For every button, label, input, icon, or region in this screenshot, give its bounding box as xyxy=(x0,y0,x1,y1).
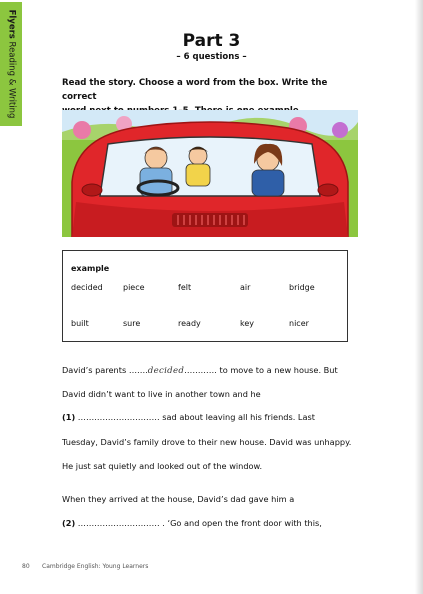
story-line-4: Tuesday, David’s family drove to their new house. David was unhappy. xyxy=(62,437,352,447)
word-nicer: nicer xyxy=(289,319,309,328)
word-built: built xyxy=(71,319,89,328)
instructions-line-1: Read the story. Choose a word from the box. Write the correct xyxy=(62,78,328,102)
example-answer: decided xyxy=(147,366,185,376)
question-1-text: ………………………… sad about leaving all his friends. Last xyxy=(75,412,315,422)
question-1-number: (1) xyxy=(62,412,76,422)
story-line-1-end: ………… to move to a new house. But xyxy=(184,365,338,375)
car-scene-svg xyxy=(62,110,358,237)
part-title: Part 3 xyxy=(182,31,241,51)
story-line-1 xyxy=(62,365,338,376)
story-line-7 xyxy=(62,518,322,528)
page-edge-shadow xyxy=(415,0,423,594)
car-family-illustration xyxy=(62,110,358,237)
story-line-2: David didn’t want to live in another town and he xyxy=(62,389,261,399)
word-felt: felt xyxy=(178,283,192,292)
story-line-1-start: David’s parents ……. xyxy=(62,365,148,375)
word-sure: sure xyxy=(123,319,141,328)
publisher-footer: Cambridge English: Young Learners xyxy=(42,563,149,570)
side-tab-label xyxy=(6,10,16,119)
story-line-5: He just sat quietly and looked out of the window. xyxy=(62,461,263,471)
word-piece: piece xyxy=(123,283,145,292)
word-key: key xyxy=(240,319,255,328)
word-decided: decided xyxy=(71,283,103,292)
section-side-tab xyxy=(0,2,22,126)
question-2-number: (2) xyxy=(62,518,76,528)
story-line-3 xyxy=(62,412,315,422)
word-bridge: bridge xyxy=(289,283,315,292)
word-box xyxy=(62,250,348,342)
story-line-6: When they arrived at the house, David’s dad gave him a xyxy=(62,494,295,504)
question-2-text: ………………………… . ‘Go and open the front door with this, xyxy=(75,518,322,528)
side-tab-bold: Flyers xyxy=(6,9,16,39)
questions-count: – 6 questions – xyxy=(176,52,247,62)
word-ready: ready xyxy=(178,319,201,328)
example-label: example xyxy=(71,264,110,273)
word-air: air xyxy=(240,283,251,292)
page-number: 80 xyxy=(22,563,30,570)
side-tab-rest: Reading & Writing xyxy=(6,38,16,119)
